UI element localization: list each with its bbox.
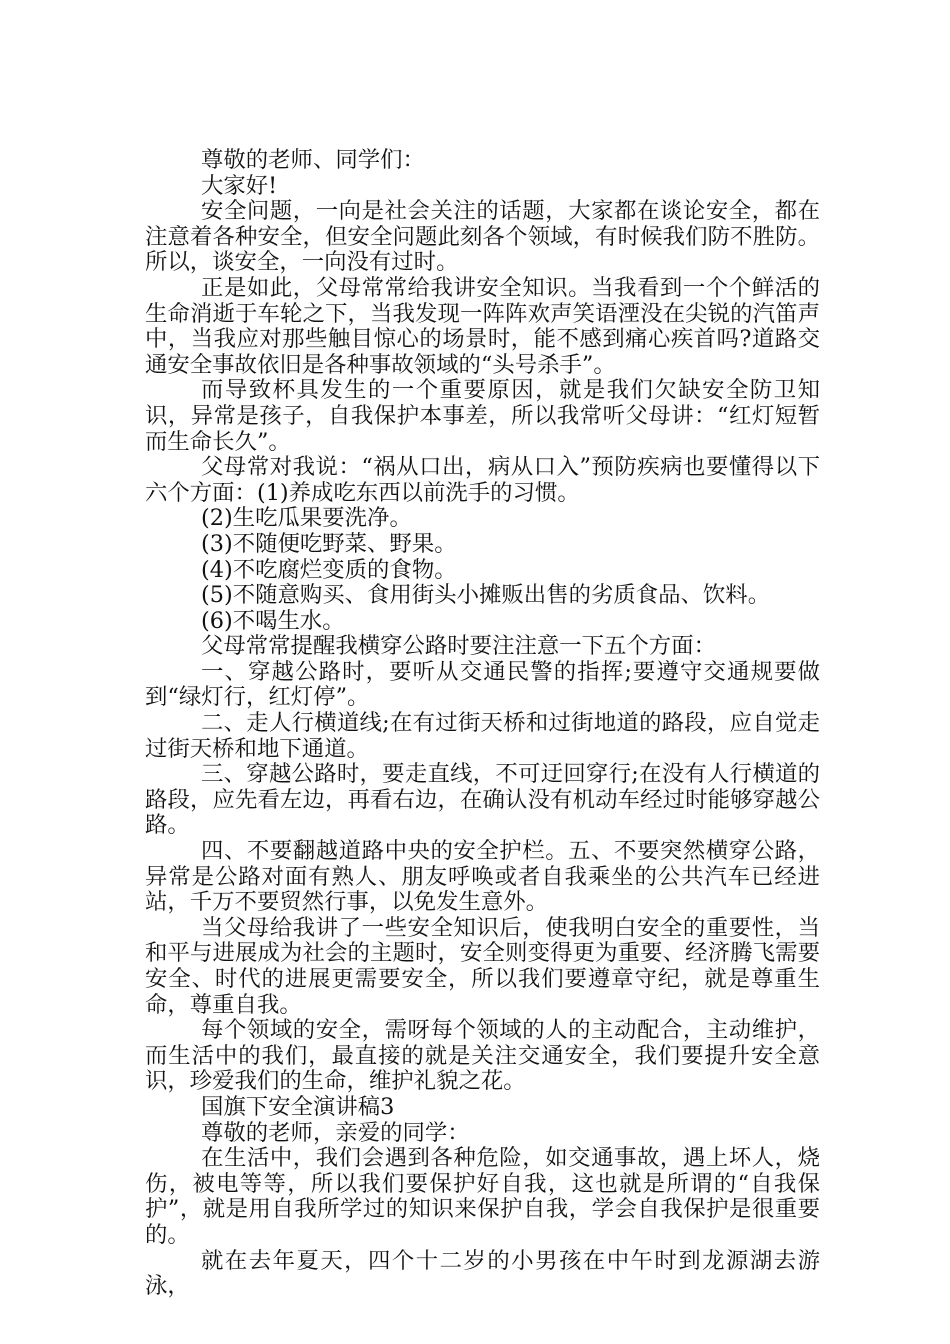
- paragraph: 父母常对我说：“祸从口出，病从口入”预防疾病也要懂得以下六个方面：(1)养成吃东西以前洗手的习惯。: [145, 454, 820, 506]
- list-item: (6)不喝生水。: [201, 607, 345, 634]
- paragraph: 安全问题，一向是社会关注的话题，大家都在谈论安全，都在注意着各种安全，但安全问题此刻各个领域，有时候我们防不胜防。所以，谈安全，一向没有过时。: [145, 198, 820, 276]
- salutation: 大家好!: [201, 172, 278, 199]
- section-title: 国旗下安全演讲稿3: [201, 1093, 395, 1120]
- list-item: 三、穿越公路时，要走直线，不可迂回穿行;在没有人行横道的路段，应先看左边，再看右边，在确认没有机动车经过时能够穿越公路。: [145, 761, 820, 839]
- document-body: [145, 148, 820, 1300]
- list-item: (3)不随便吃野菜、野果。: [201, 530, 457, 557]
- list-item: 四、不要翻越道路中央的安全护栏。五、不要突然横穿公路，异常是公路对面有熟人、朋友呼唤或者自我乘坐的公共汽车已经进站，千万不要贸然行事，以免发生意外。: [145, 838, 820, 916]
- paragraph: 正是如此，父母常常给我讲安全知识。当我看到一个个鲜活的生命消逝于车轮之下，当我发现一阵阵欢声笑语湮没在尖锐的汽笛声中，当我应对那些触目惊心的场景时，能不感到痛心疾首吗?道路交通安全事故依旧是各种事故领域的“头号杀手”。: [145, 274, 820, 378]
- paragraph: 在生活中，我们会遇到各种危险，如交通事故，遇上坏人，烧伤，被电等等，所以我们要保护好自我，这也就是所谓的“自我保护”，就是用自我所学过的知识来保护自我，学会自我保护是很重要的。: [145, 1145, 820, 1248]
- greeting: 尊敬的老师，亲爱的同学：: [201, 1119, 470, 1146]
- paragraph: 当父母给我讲了一些安全知识后，使我明白安全的重要性，当和平与进展成为社会的主题时，安全则变得更为重要、经济腾飞需要安全、时代的进展更需要安全，所以我们要遵章守纪，就是尊重生命，尊重自我。: [145, 914, 820, 1018]
- list-item: 二、走人行横道线;在有过街天桥和过街地道的路段，应自觉走过街天桥和地下通道。: [145, 710, 820, 762]
- greeting: 尊敬的老师、同学们：: [201, 147, 425, 173]
- paragraph: 每个领域的安全，需呀每个领域的人的主动配合，主动维护，而生活中的我们，最直接的就是关注交通安全，我们要提升安全意识，珍爱我们的生命，维护礼貌之花。: [145, 1017, 820, 1095]
- list-item: 一、穿越公路时，要听从交通民警的指挥;要遵守交通规要做到“绿灯行，红灯停”。: [145, 658, 820, 711]
- list-item: (4)不吃腐烂变质的食物。: [201, 556, 457, 583]
- paragraph: 而导致杯具发生的一个重要原因，就是我们欠缺安全防卫知识，异常是孩子，自我保护本事差，所以我常听父母讲：“红灯短暂而生命长久”。: [145, 377, 820, 455]
- list-item: (2)生吃瓜果要洗净。: [201, 505, 412, 532]
- list-item: (5)不随意购买、食用街头小摊贩出售的劣质食品、饮料。: [201, 582, 771, 609]
- paragraph: 就在去年夏天，四个十二岁的小男孩在中午时到龙源湖去游泳，: [145, 1247, 820, 1300]
- paragraph: 父母常常提醒我横穿公路时要注注意一下五个方面：: [201, 633, 716, 660]
